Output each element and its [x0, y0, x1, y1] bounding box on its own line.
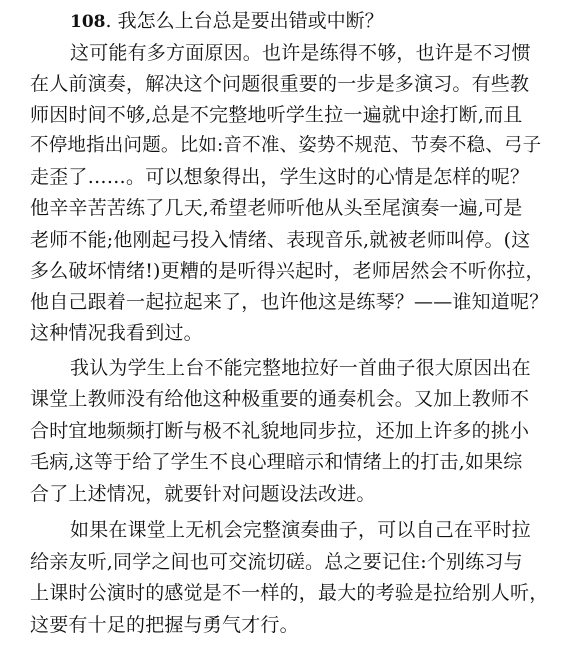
paragraph-3-line-2: 给亲友听,同学之间也可交流切磋。总之要记住:个别练习与: [30, 551, 523, 573]
paragraph-1-line-5: 走歪了……。可以想象得出，学生这时的心情是怎样的呢？: [30, 166, 530, 188]
paragraph-3-line-4: 这要有十足的把握与勇气才行。: [30, 614, 299, 636]
paragraph-1-line-2: 在人前演奏，解决这个问题很重要的一步是多演习。有些教: [30, 73, 530, 95]
paragraph-1-line-3: 师因时间不够,总是不完整地听学生拉一遍就中途打断,而且: [30, 104, 523, 126]
paragraph-1-line-9: 他自己跟着一起拉起来了，也许他这是练琴？——谁知道呢？: [30, 291, 549, 313]
question-separator: .: [105, 10, 112, 32]
question-number: 108: [70, 12, 106, 32]
question-heading: [70, 8, 384, 35]
paragraph-2-line-4: 毛病,这等于给了学生不良心理暗示和情绪上的打击,如果综: [30, 451, 523, 473]
paragraph-1-line-8: 多么破坏情绪!)更糟的是听得兴起时，老师居然会不听你拉，: [30, 260, 545, 282]
paragraph-1-line-4: 不停地指出问题。比如:音不准、姿势不规范、节奏不稳、弓子: [30, 135, 542, 156]
paragraph-1-line-10: 这种情况我看到过。: [30, 322, 203, 344]
paragraph-1-line-7: 老师不能;他刚起弓投入情绪、表现音乐,就被老师叫停。(这: [30, 229, 531, 251]
paragraph-2-line-5: 合了上述情况，就要针对问题设法改进。: [30, 483, 376, 505]
question-title: 我怎么上台总是要出错或中断？: [117, 10, 384, 32]
paragraph-3-line-1: 如果在课堂上无机会完整演奏曲子，可以自己在平时拉: [70, 519, 531, 541]
paragraph-1-line-1: 这可能有多方面原因。也许是练得不够，也许是不习惯: [70, 42, 531, 64]
paragraph-2-line-1: 我认为学生上台不能完整地拉好一首曲子很大原因出在: [70, 357, 531, 379]
paragraph-2-line-3: 合时宜地频频打断与极不礼貌地同步拉，还加上许多的挑小: [30, 420, 530, 442]
paragraph-3-line-3: 上课时公演时的感觉是不一样的，最大的考验是拉给别人听，: [30, 582, 549, 604]
paragraph-2-line-2: 课堂上教师没有给他这种极重要的通奏机会。又加上教师不: [30, 388, 530, 410]
paragraph-1-line-6: 他辛辛苦苦练了几天,希望老师听他从头至尾演奏一遍,可是: [30, 197, 523, 219]
